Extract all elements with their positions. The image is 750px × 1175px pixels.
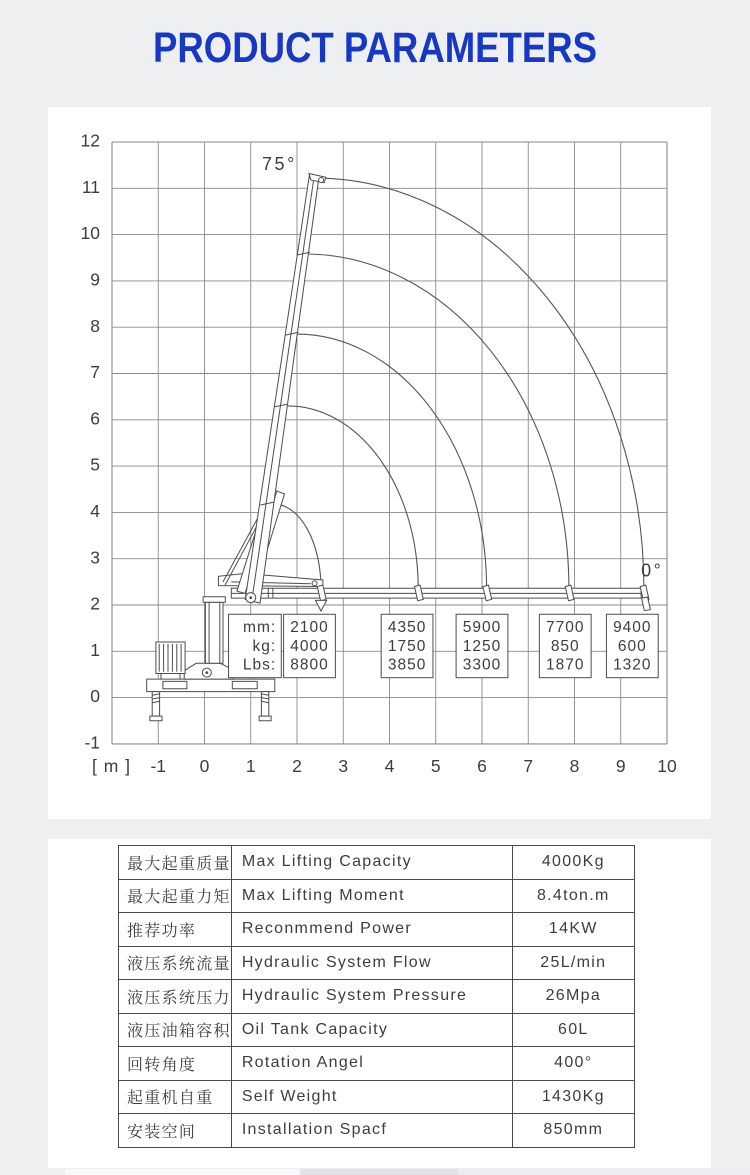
crane-art-line [252, 177, 314, 602]
spec-en-label: Oil Tank Capacity [231, 1013, 512, 1047]
y-axis-tick-label: 7 [90, 362, 100, 383]
x-axis-tick-label: 2 [292, 755, 302, 776]
crane-hub-dot [205, 671, 208, 674]
x-axis-tick-label: 5 [430, 755, 441, 776]
y-axis-tick-label: 4 [90, 501, 100, 522]
load-radius-curve [297, 334, 487, 588]
spec-value: 1430Kg [512, 1080, 634, 1114]
crane-outrigger-foot [259, 716, 271, 721]
spec-row [119, 980, 635, 1014]
y-axis-tick-label: 3 [90, 547, 100, 568]
hook-mark [316, 600, 327, 611]
x-axis-tick-label: 3 [338, 755, 349, 776]
angle-label: 0° [641, 560, 664, 581]
y-axis-tick-label: 9 [90, 269, 100, 290]
spec-cn-label: 液压系统压力 [119, 980, 232, 1014]
capacity-row-label: mm: [243, 619, 277, 637]
capacity-mm-value: 4350 [387, 619, 427, 637]
spec-value: 25L/min [512, 946, 634, 980]
y-axis-tick-label: 8 [90, 315, 100, 336]
spec-en-label: Reconmmend Power [231, 913, 512, 947]
chart-panel [48, 107, 711, 819]
load-radius-curve [288, 406, 418, 588]
footer-strip-segment [300, 1169, 458, 1175]
spec-row [119, 913, 635, 947]
y-axis-tick-label: 10 [80, 223, 100, 244]
spec-en-label: Installation Spacf [231, 1114, 512, 1148]
spec-row [119, 1047, 635, 1081]
crane-boom-raised [245, 174, 319, 603]
capacity-lbs-value: 1320 [613, 656, 652, 674]
spec-en-label: Self Weight [231, 1080, 512, 1114]
capacity-mm-value: 2100 [290, 619, 329, 637]
crane-link-pin [312, 581, 317, 586]
y-axis-tick-label: 6 [90, 408, 100, 429]
crane-tip-pulley [319, 177, 324, 182]
spec-table [118, 845, 635, 1148]
capacity-mm-value: 5900 [462, 619, 502, 637]
load-radius-curve [315, 178, 644, 588]
y-axis-tick-label: 2 [90, 593, 100, 614]
spec-value: 8.4ton.m [512, 879, 634, 913]
spec-row [119, 1080, 635, 1114]
crane-column-cap [203, 597, 225, 603]
page-title: PRODUCT PARAMETERS [153, 24, 598, 72]
y-axis-tick-label: 11 [81, 176, 100, 197]
capacity-kg-value: 600 [617, 637, 647, 655]
spec-cn-label: 最大起重质量 [119, 846, 232, 880]
spec-value: 850mm [512, 1114, 634, 1148]
spec-en-label: Rotation Angel [231, 1047, 512, 1081]
spec-row [119, 946, 635, 980]
crane-column [205, 602, 223, 663]
capacity-kg-value: 4000 [290, 637, 329, 655]
spec-cn-label: 回转角度 [119, 1047, 232, 1081]
x-axis-tick-label: 0 [199, 755, 210, 776]
crane-inner-boom [218, 574, 323, 587]
spec-cn-label: 安装空间 [119, 1114, 232, 1148]
axis-unit-label: [ m ] [92, 755, 132, 776]
spec-en-label: Hydraulic System Flow [231, 946, 512, 980]
spec-row [119, 1114, 635, 1148]
load-radius-curve [305, 254, 569, 588]
spec-table-panel [48, 839, 711, 1168]
spec-cn-label: 液压油箱容积 [119, 1013, 232, 1047]
angle-label: 75° [262, 153, 297, 174]
y-axis-tick-label: -1 [84, 732, 100, 753]
spec-en-label: Hydraulic System Pressure [231, 980, 512, 1014]
x-axis-tick-label: 6 [477, 755, 487, 776]
x-axis-tick-label: 4 [384, 755, 395, 776]
capacity-kg-value: 1250 [462, 637, 502, 655]
y-axis-tick-label: 1 [90, 639, 100, 660]
spec-cn-label: 推荐功率 [119, 913, 232, 947]
spec-cn-label: 最大起重力矩 [119, 879, 232, 913]
x-axis-tick-label: 9 [615, 755, 626, 776]
spec-cn-label: 液压系统流量 [119, 946, 232, 980]
spec-value: 26Mpa [512, 980, 634, 1014]
footer-strip-segment [458, 1169, 750, 1175]
capacity-row-label: kg: [252, 637, 277, 655]
capacity-lbs-value: 8800 [290, 656, 329, 674]
spec-row [119, 846, 635, 880]
x-axis-tick-label: 8 [569, 755, 580, 776]
y-axis-tick-label: 5 [90, 454, 100, 475]
spec-cn-label: 起重机自重 [119, 1080, 232, 1114]
crane-load-chart [48, 107, 711, 819]
capacity-lbs-value: 3850 [387, 656, 427, 674]
capacity-row-label: Lbs: [242, 656, 277, 674]
spec-row [119, 1013, 635, 1047]
spec-value: 60L [512, 1013, 634, 1047]
spec-row [119, 879, 635, 913]
crane-main-pivot-dot [249, 596, 252, 599]
x-axis-tick-label: -1 [150, 755, 167, 776]
x-axis-tick-label: 1 [245, 755, 256, 776]
spec-value: 400° [512, 1047, 634, 1081]
capacity-mm-value: 7700 [546, 619, 585, 637]
load-radius-curve [274, 504, 321, 588]
y-axis-tick-label: 0 [90, 686, 100, 707]
crane-outrigger-foot [150, 716, 162, 721]
footer-strip-segment [65, 1169, 300, 1175]
capacity-mm-value: 9400 [613, 619, 652, 637]
spec-value: 4000Kg [512, 846, 634, 880]
spec-value: 14KW [512, 913, 634, 947]
x-axis-tick-label: 10 [657, 755, 677, 776]
capacity-lbs-value: 1870 [546, 656, 585, 674]
y-axis-tick-label: 12 [80, 130, 100, 151]
capacity-kg-value: 850 [550, 637, 580, 655]
spec-en-label: Max Lifting Moment [231, 879, 512, 913]
capacity-lbs-value: 3300 [462, 656, 502, 674]
capacity-kg-value: 1750 [387, 637, 427, 655]
x-axis-tick-label: 7 [523, 755, 534, 776]
spec-en-label: Max Lifting Capacity [231, 846, 512, 880]
